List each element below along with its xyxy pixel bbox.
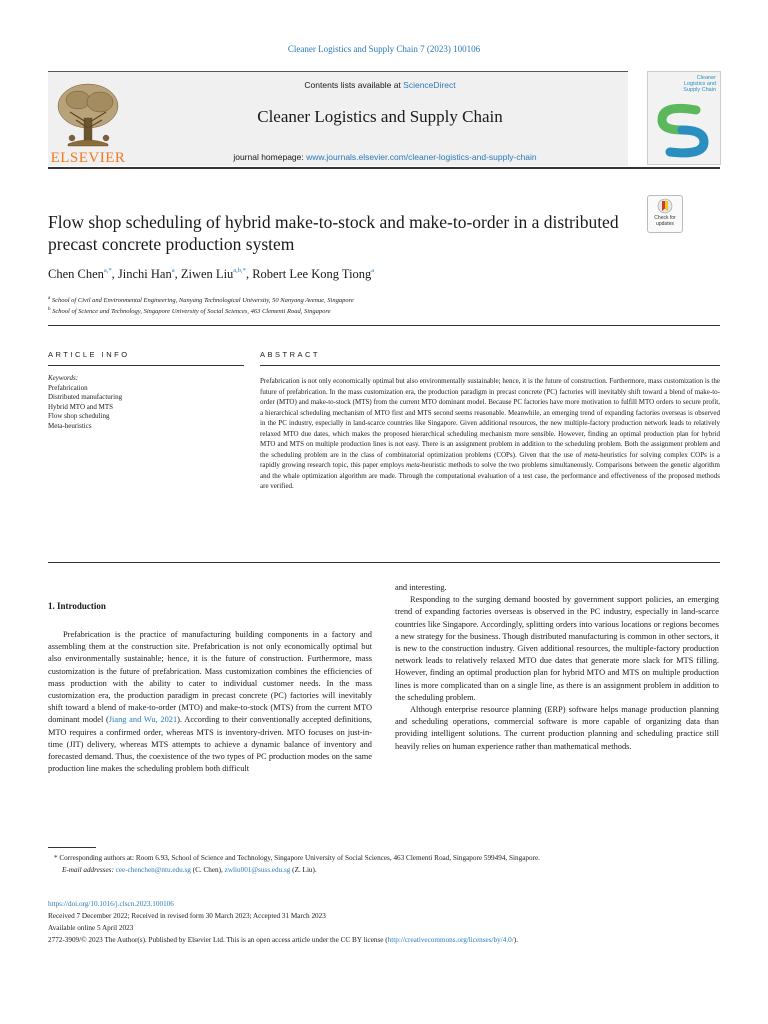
article-info-heading: ARTICLE INFO	[48, 350, 130, 359]
email-owner: (Z. Liu).	[290, 866, 317, 875]
paragraph-text: Prefabrication is the practice of manufacturing building components in a factory and assembling them at the construction site. Prefabrication is not only economically optimal but also environmentally sustainable; hence, it is the future of construction. Furthermore, mass customization is the future of prefabrication. Mass customization combines the efficiencies of mass production with the ability to cater to individual customer needs. In the mass customization era, the production paradigm in precast concrete (PC) factories will inevitably shift toward a blend of make-to-order (MTO) and make-to-stock (MTS) from the current MTO dominant model (	[48, 630, 372, 725]
footnote-divider	[48, 847, 96, 848]
keyword: Meta-heuristics	[48, 421, 92, 430]
abstract-divider	[260, 365, 720, 366]
license-text: ).	[513, 936, 518, 944]
check-updates-label	[648, 216, 682, 227]
abstract-heading: ABSTRACT	[260, 350, 321, 359]
email-addresses	[48, 864, 720, 876]
paper-title: Flow shop scheduling of hybrid make-to-stock and make-to-order in a distributed precast concrete production system	[48, 212, 619, 254]
affiliation-a	[48, 296, 708, 304]
cover-title-line: Cleaner	[696, 75, 716, 81]
affiliation-marker: a	[48, 296, 51, 301]
author-list: Chen Chen$^{a,*}$, Jinchi Han$^a$, Ziwen Liu$^{a,b,*}$, Robert Lee Kong Tiong$^a$	[48, 267, 375, 281]
body-paragraph: Although enterprise resource planning (ERP) software helps manage production planning and scheduling operations, commercial software is more capable of organizing data than providing intelligent solutions. The current production planning and scheduling practice still heavily relies on human experience rather than mathematical methods.	[395, 705, 719, 751]
affiliation-divider	[48, 325, 720, 326]
cover-s-logo-icon	[652, 100, 716, 160]
section-heading-introduction: 1. Introduction	[48, 601, 106, 611]
journal-homepage-line	[150, 152, 620, 162]
author-affiliation-marker[interactable]: a	[171, 267, 175, 274]
author-affiliation-marker[interactable]: a,b,*	[233, 267, 246, 274]
affiliation-marker: b	[48, 307, 51, 312]
received-dates: Received 7 December 2022; Received in revised form 30 March 2023; Accepted 31 March 2023	[48, 912, 326, 920]
article-info-divider	[48, 365, 244, 366]
author-name[interactable]: Robert Lee Kong Tiong	[252, 267, 372, 281]
keyword: Distributed manufacturing	[48, 393, 123, 402]
abstract-segment: -heuristic methods to solve the two problems simultaneously. Comparisons between the genetic algorithm and the whale optimization algorithm are made. Through the computational evaluation of a test case, the performance and effectiveness of the proposed methods are verified.	[260, 461, 720, 490]
check-updates-line: updates	[656, 220, 674, 227]
body-paragraph: Responding to the surging demand boosted by government support policies, an emerging trend of expanding factories overseas is observed in the PC industry, especially in land-scarce countries like Singapore. Accordingly, splitting orders into various locations or regions becomes a new strategy for the business. Though distributed manufacturing is common in other sectors, it is new to the construction industry. Given additional resources, the multiple-factory production network leads to relatively relaxed MTO due dates that generate more slack for MTS filling. However, finding an optimal production plan for hybrid MTO and MTS on multiple production lines is more complicated than on a single line, as there is an assignment problem in addition to the scheduling problem.	[395, 595, 719, 702]
cover-title	[648, 75, 716, 93]
available-online-date: Available online 5 April 2023	[48, 924, 134, 932]
check-for-updates-button[interactable]	[647, 195, 683, 233]
publication-info	[48, 898, 720, 946]
sciencedirect-link[interactable]: ScienceDirect	[403, 80, 456, 90]
author-affiliation-marker[interactable]: a	[371, 267, 375, 274]
license-text: 2772-3909/© 2023 The Author(s). Published by Elsevier Ltd. This is an open access article under the CC BY license (	[48, 936, 388, 944]
homepage-prefix: journal homepage:	[233, 152, 307, 162]
email-link[interactable]: cee-chenchen@ntu.edu.sg	[115, 866, 191, 875]
email-label: E-mail addresses:	[62, 866, 116, 875]
abstract-segment: Prefabrication is not only economically optimal but also environmentally sustainable; hence, it is the future of construction. Furthermore, mass customization is the future of prefabrication. In the mass customization era, the production paradigm in precast concrete (PC) factories will inevitably shift toward a blend of make-to-order (MTO) and make-to-stock (MTS) from the current MTO dominant model. Because PC factories have more motivation to fulfill MTO orders to secure profit, a hierarchical scheduling mechanism of MTO first and MTS second seems reasonable. Meanwhile, an emerging trend of expanding factories overseas is observed in the PC industry, especially in land-scarce countries like Singapore. Given additional resources, the new multiple-factory production network leads to relatively relaxed MTO due dates, which makes the proposed hierarchical scheduling mechanism more sensible. However, finding an optimal production plan for hybrid MTO and MTS on multiple production lines is not easy. There is an assignment problem in addition to the scheduling problem. Both the assignment problem and the scheduling problem are in the class of combinatorial optimization problems (COPs). Given that the use of	[260, 377, 720, 459]
footnotes	[48, 852, 720, 876]
keyword: Hybrid MTO and MTS	[48, 402, 114, 411]
cover-title-line: Supply Chain	[683, 87, 716, 93]
header-divider	[48, 167, 720, 169]
abstract-emphasis: meta	[584, 450, 598, 459]
keywords-label: Keywords:	[48, 374, 79, 382]
corresponding-author-note: * Corresponding authors at: Room 6.93, School of Science and Technology, Singapore University of Social Sciences, 463 Clementi Road, Singapore 599494, Singapore.	[54, 854, 540, 862]
body-column-right	[395, 582, 719, 753]
doi-link[interactable]: https://doi.org/10.1016/j.clscn.2023.100106	[48, 900, 174, 908]
email-owner: (C. Chen),	[190, 866, 225, 875]
author-name[interactable]: Chen Chen	[48, 267, 104, 281]
elsevier-wordmark: ELSEVIER	[50, 150, 126, 166]
license-link[interactable]: http://creativecommons.org/licenses/by/4.0/	[387, 936, 514, 944]
keyword: Prefabrication	[48, 383, 88, 392]
journal-cover-thumbnail[interactable]	[647, 71, 721, 165]
journal-reference[interactable]: Cleaner Logistics and Supply Chain 7 (2023) 100106	[287, 44, 481, 54]
paragraph-text: ). According to their conventionally accepted definitions, MTO requires a confirmed order, whereas MTS is inventory-driven. MTO focuses on just-in-time (JIT) delivery, whereas MTS attempts to achieve a dynamic balance of inventory and forecasted demand. Thus, the coexistence of the two types of PC production modes on the same production line makes the scheduling problem both difficult	[48, 715, 372, 774]
contents-prefix: Contents lists available at	[304, 80, 404, 90]
license-statement	[48, 934, 720, 946]
bookmark-icon	[657, 198, 673, 215]
keywords-block	[48, 374, 244, 432]
abstract-segment: -heuristics for solving complex COPs is a rapidly growing research topic, this paper employs	[260, 450, 720, 469]
author-name[interactable]: Jinchi Han	[117, 267, 172, 281]
contents-available-line	[190, 80, 570, 90]
body-paragraph-continuation: and interesting.	[395, 583, 447, 592]
abstract-emphasis: meta	[406, 461, 420, 469]
journal-title[interactable]: Cleaner Logistics and Supply Chain	[257, 107, 503, 126]
body-column-left	[48, 629, 372, 775]
author-name[interactable]: Ziwen Liu	[180, 267, 234, 281]
keyword: Flow shop scheduling	[48, 412, 110, 421]
author-affiliation-marker[interactable]: a,*	[103, 267, 112, 274]
affiliation-text: School of Science and Technology, Singapore University of Social Sciences, 463 Clementi Road, Singapore	[52, 308, 331, 316]
check-updates-line: Check for	[654, 215, 676, 221]
body-paragraph	[48, 629, 372, 775]
affiliation-b	[48, 307, 708, 315]
citation-link[interactable]: Jiang and Wu, 2021	[108, 715, 178, 725]
email-link[interactable]: zwliu001@suss.edu.sg	[224, 866, 291, 875]
homepage-link[interactable]: www.journals.elsevier.com/cleaner-logistics-and-supply-chain	[306, 152, 537, 162]
cover-title-line: Logistics and	[683, 81, 716, 87]
affiliation-text: School of Civil and Environmental Engineering, Nanyang Technological University, 50 Nanyang Avenue, Singapore	[51, 297, 354, 305]
abstract-bottom-divider	[48, 562, 720, 563]
abstract-text	[260, 376, 720, 492]
